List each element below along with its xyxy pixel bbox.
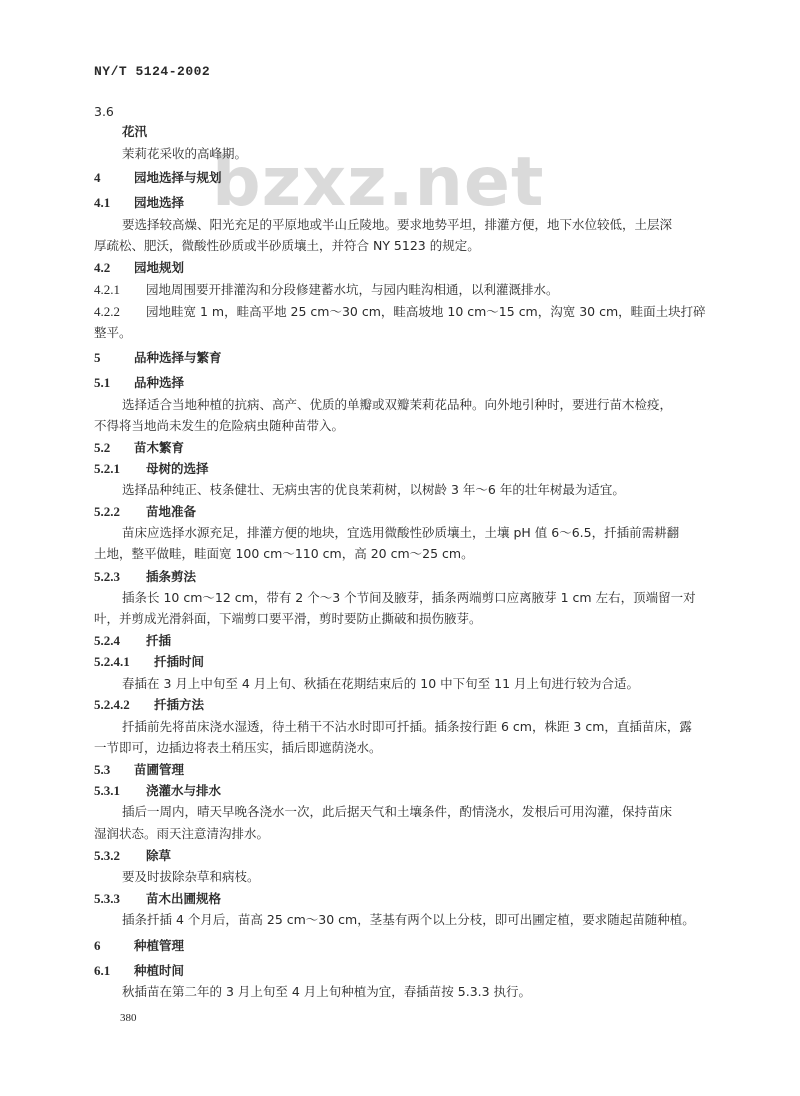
paragraph-line: 选择适合当地种植的抗病、高产、优质的单瓣或双瓣茉莉花品种。向外地引种时，要进行苗木检疫， <box>122 397 673 412</box>
paragraph-line: 苗床应选择水源充足，排灌方便的地块，宜选用微酸性砂质壤土，土壤 pH 值 6～6.5，扦插前需耕翻 <box>122 525 680 540</box>
section-title: 浇灌水与排水 <box>146 783 222 798</box>
section-5-heading <box>94 350 222 366</box>
clause-number: 4.2.1 <box>94 282 120 297</box>
section-number: 6 <box>94 938 101 953</box>
section-title: 品种选择 <box>134 375 185 390</box>
section-4-2-heading <box>94 260 184 276</box>
section-number: 4.2 <box>94 260 111 275</box>
clause-4-2-2 <box>94 304 706 320</box>
paragraph-line: 扦插前先将苗床浇水湿透，待土稍干不沾水时即可扦插。插条按行距 6 cm，株距 3 cm，直插苗床，露 <box>122 719 692 734</box>
section-5-3-heading <box>94 762 184 778</box>
section-title: 除草 <box>146 848 172 863</box>
section-title: 扦插方法 <box>154 697 205 712</box>
section-number: 5.3.3 <box>94 891 120 906</box>
section-5-2-2-heading <box>94 504 196 520</box>
paragraph-line: 叶，并剪成光滑斜面，下端剪口要平滑，剪时要防止撕破和损伤腋芽。 <box>94 611 482 626</box>
section-number: 5.2.4 <box>94 633 120 648</box>
paragraph-line: 要及时拔除杂草和病枝。 <box>122 869 260 884</box>
standard-code: NY/T 5124-2002 <box>94 64 211 79</box>
section-title: 苗木出圃规格 <box>146 891 222 906</box>
page-number: 380 <box>120 1012 137 1024</box>
section-5-2-heading <box>94 440 184 456</box>
section-title: 母树的选择 <box>146 461 209 476</box>
section-number: 5.2 <box>94 440 111 455</box>
term-title: 花汛 <box>122 124 148 139</box>
clause-number: 4.2.2 <box>94 304 120 319</box>
section-5-1-heading <box>94 375 184 391</box>
section-title: 插条剪法 <box>146 569 197 584</box>
paragraph-line: 插条扦插 4 个月后，苗高 25 cm～30 cm，茎基有两个以上分枝，即可出圃定植，要求随起苗随种植。 <box>122 912 695 927</box>
paragraph-line: 要选择较高燥、阳光充足的平原地或半山丘陵地。要求地势平坦，排灌方便，地下水位较低，土层深 <box>122 217 673 232</box>
section-number: 5.2.3 <box>94 569 120 584</box>
clause-4-2-1 <box>94 282 559 298</box>
section-title: 园地选择与规划 <box>134 170 222 185</box>
section-number: 5.2.4.2 <box>94 697 130 712</box>
section-number: 5.3.2 <box>94 848 120 863</box>
section-3-6-number: 3.6 <box>94 104 114 119</box>
section-title: 品种选择与繁育 <box>134 350 222 365</box>
section-number: 5 <box>94 350 101 365</box>
section-title: 扦插 <box>146 633 172 648</box>
section-6-heading <box>94 938 184 954</box>
section-5-3-2-heading <box>94 848 171 864</box>
section-number: 6.1 <box>94 963 111 978</box>
section-4-1-heading <box>94 195 184 211</box>
section-title: 种植管理 <box>134 938 185 953</box>
section-title: 扦插时间 <box>154 654 205 669</box>
section-number: 4.1 <box>94 195 111 210</box>
section-number: 5.2.4.1 <box>94 654 130 669</box>
paragraph-line: 秋插苗在第二年的 3 月上旬至 4 月上旬种植为宜，春插苗按 5.3.3 执行。 <box>122 984 532 999</box>
section-6-1-heading <box>94 963 184 979</box>
section-5-2-4-1-heading <box>94 654 204 670</box>
paragraph-line: 一节即可，边插边将表土稍压实，插后即遮荫浇水。 <box>94 740 382 755</box>
section-title: 园地选择 <box>134 195 185 210</box>
section-number: 5.3.1 <box>94 783 120 798</box>
paragraph-line: 土地，整平做畦，畦面宽 100 cm～110 cm，高 20 cm～25 cm。 <box>94 546 474 561</box>
section-5-2-3-heading <box>94 569 196 585</box>
section-5-3-1-heading <box>94 783 221 799</box>
section-number: 5.2.1 <box>94 461 120 476</box>
section-number: 4 <box>94 170 101 185</box>
paragraph-line: 春插在 3 月上中旬至 4 月上旬、秋插在花期结束后的 10 中下旬至 11 月上旬进行较为合适。 <box>122 676 640 691</box>
paragraph-line: 不得将当地尚未发生的危险病虫随种苗带入。 <box>94 418 345 433</box>
term-definition: 茉莉花采收的高峰期。 <box>122 146 248 161</box>
watermark: bzxz.net <box>212 143 545 222</box>
section-5-3-3-heading <box>94 891 221 907</box>
section-number: 5.3 <box>94 762 111 777</box>
section-title: 园地规划 <box>134 260 185 275</box>
paragraph-line: 湿润状态。雨天注意清沟排水。 <box>94 826 270 841</box>
section-5-2-1-heading <box>94 461 209 477</box>
section-4-heading <box>94 170 222 186</box>
paragraph-line: 选择品种纯正、枝条健壮、无病虫害的优良茉莉树，以树龄 3 年～6 年的壮年树最为适宜。 <box>122 482 625 497</box>
section-number: 5.1 <box>94 375 111 390</box>
paragraph-line: 整平。 <box>94 325 132 340</box>
section-title: 种植时间 <box>134 963 185 978</box>
section-5-2-4-heading <box>94 633 171 649</box>
clause-text: 园地周围要开排灌沟和分段修建蓄水坑，与园内畦沟相通，以利灌溉排水。 <box>146 282 559 297</box>
section-title: 苗圃管理 <box>134 762 185 777</box>
section-title: 苗木繁育 <box>134 440 185 455</box>
section-number: 5.2.2 <box>94 504 120 519</box>
paragraph-line: 厚疏松、肥沃，微酸性砂质或半砂质壤土，并符合 NY 5123 的规定。 <box>94 238 480 253</box>
paragraph-line: 插后一周内，晴天早晚各浇水一次，此后据天气和土壤条件，酌情浇水，发根后可用沟灌，保持苗床 <box>122 804 673 819</box>
section-5-2-4-2-heading <box>94 697 204 713</box>
paragraph-line: 插条长 10 cm～12 cm，带有 2 个～3 个节间及腋芽，插条两端剪口应离腋芽 1 cm 左右，顶端留一对 <box>122 590 696 605</box>
clause-text: 园地畦宽 1 m，畦高平地 25 cm～30 cm，畦高坡地 10 cm～15 cm，沟宽 30 cm，畦面土块打碎 <box>146 304 706 319</box>
section-title: 苗地准备 <box>146 504 197 519</box>
